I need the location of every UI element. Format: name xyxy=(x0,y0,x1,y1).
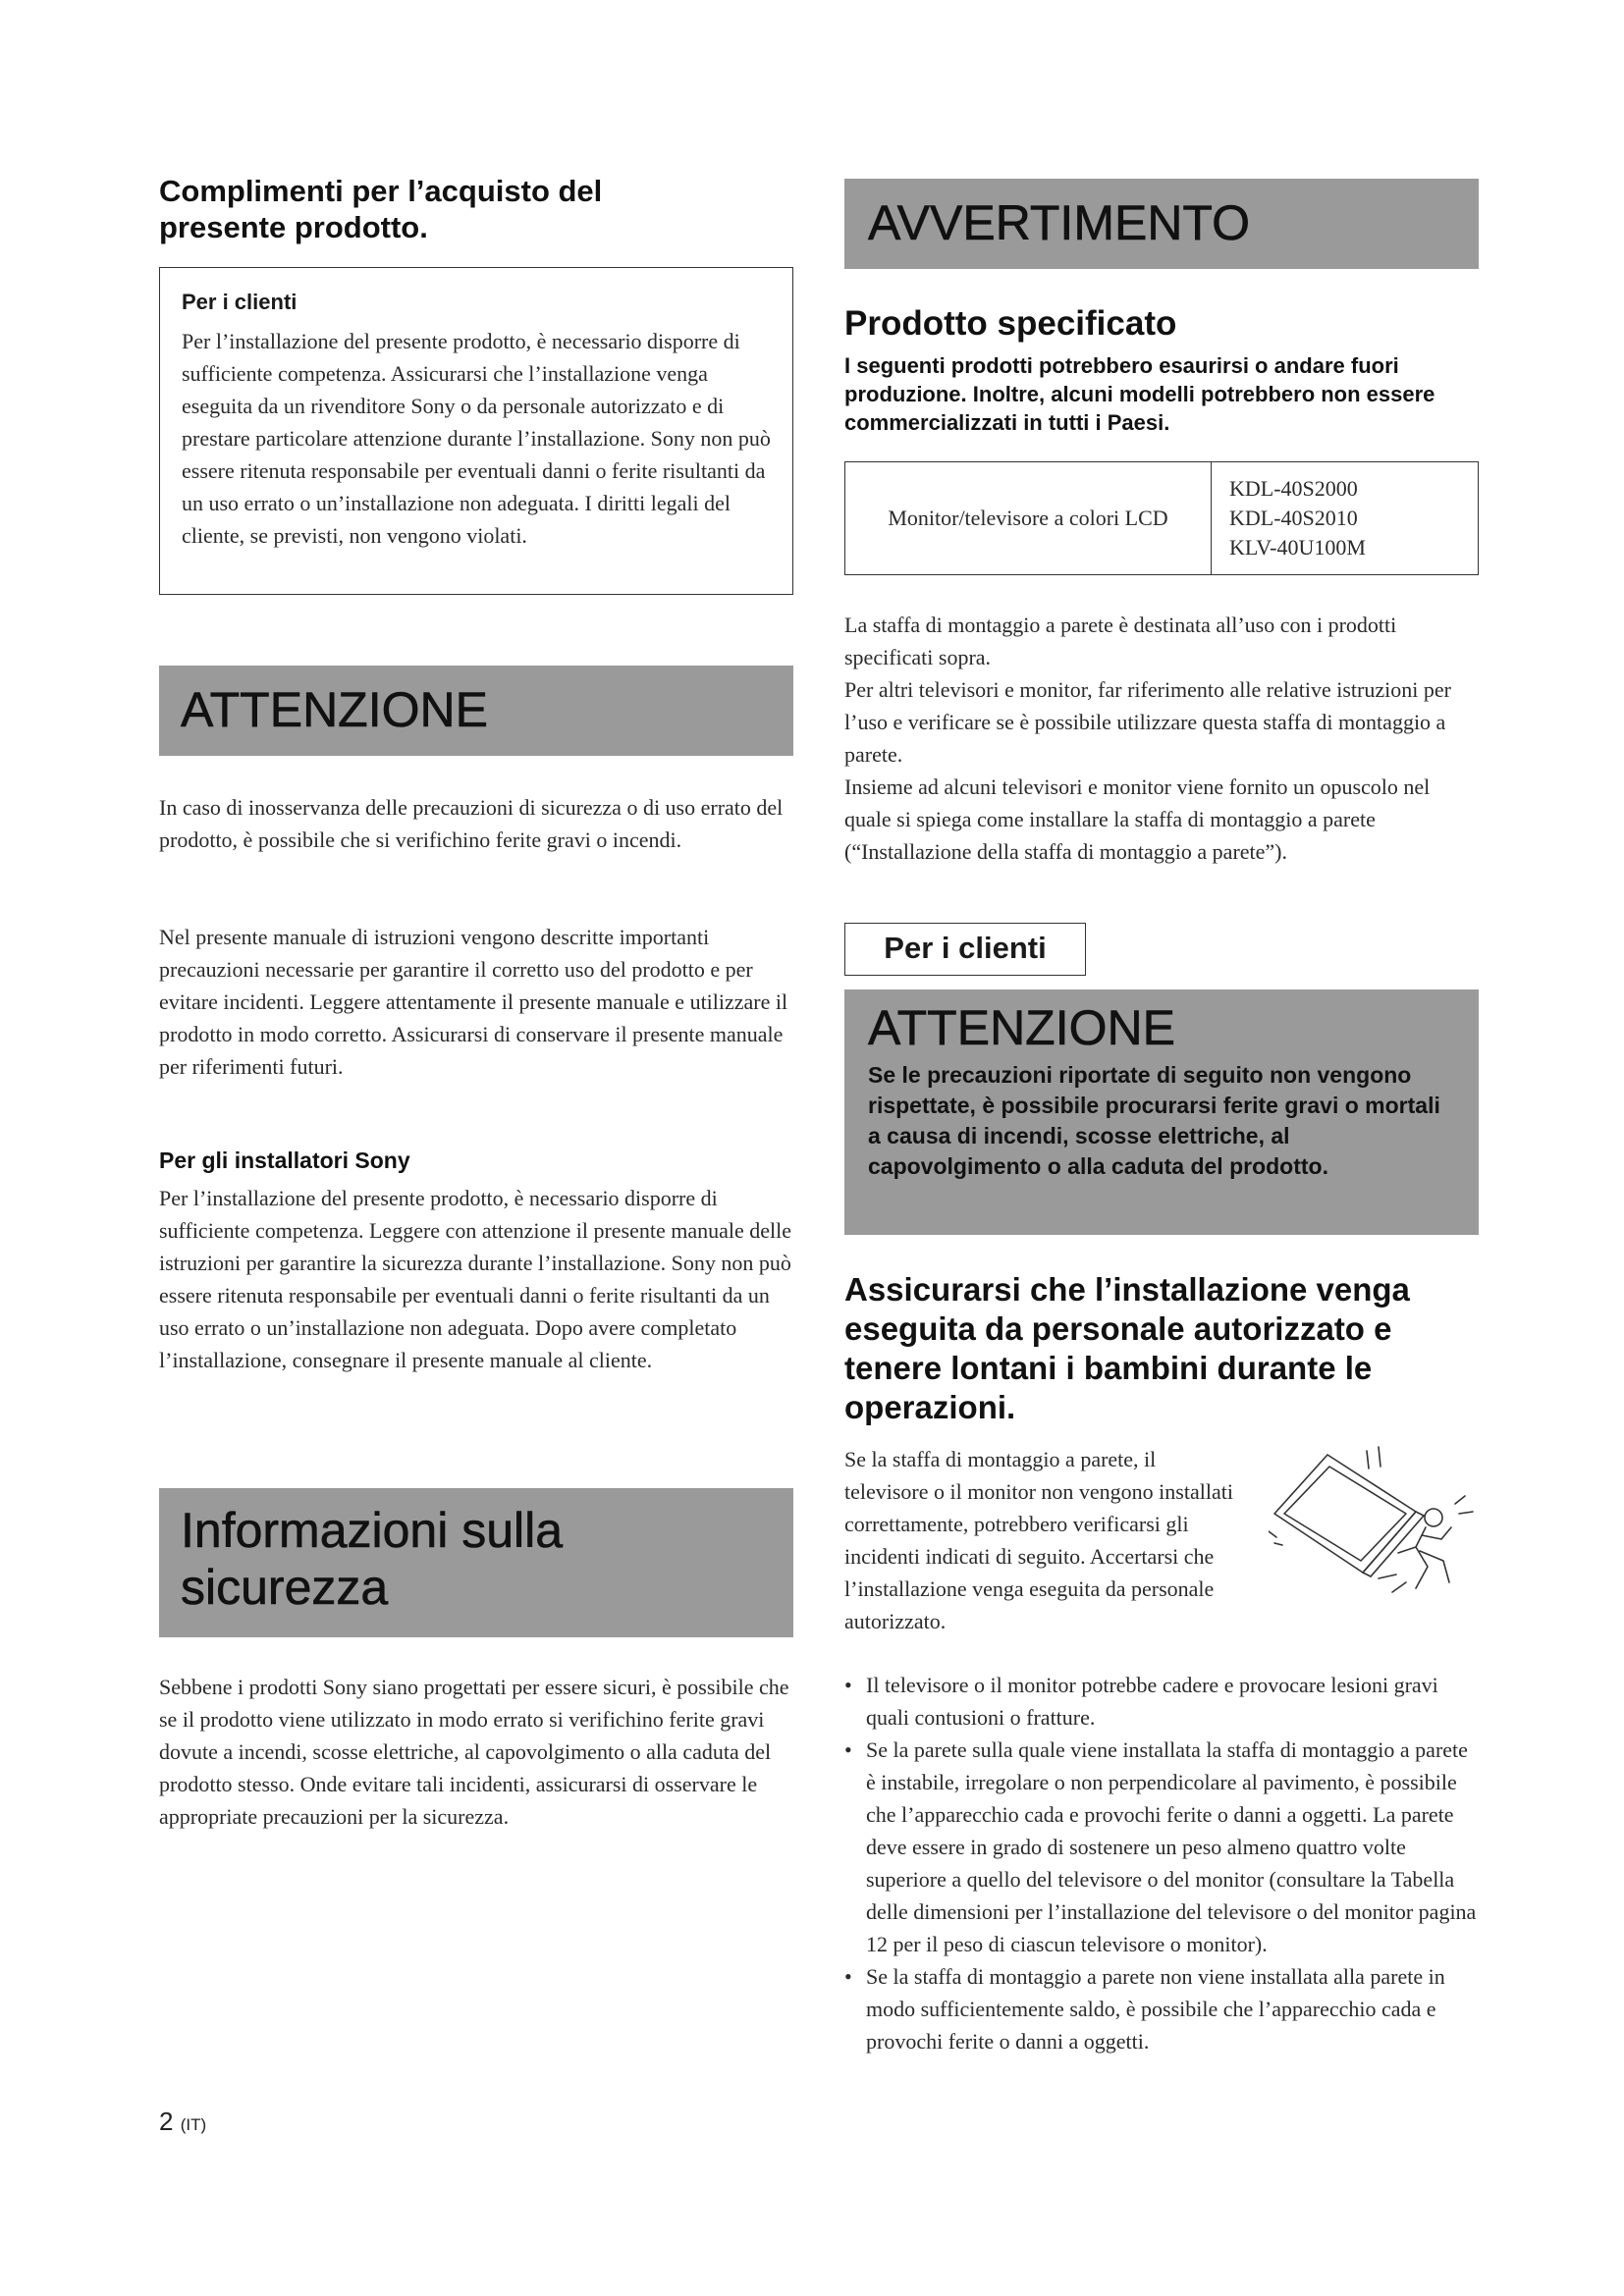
customers-tab-label: Per i clienti xyxy=(844,923,1086,976)
attenzione-paragraph-1: In caso di inosservanza delle precauzioni di sicurezza o di uso errato del prodotto, è possibile che si verifichino ferite gravi o incendi. xyxy=(159,795,784,852)
product-note: I seguenti prodotti potrebbero esaurirsi o andare fuori produzione. Inoltre, alcuni modelli potrebbero non essere commercializzati in tutti i Paesi. xyxy=(844,353,1435,435)
falling-tv-illustration-icon xyxy=(1269,1445,1479,1602)
page-title: Complimenti per l’acquisto del presente prodotto. xyxy=(159,174,603,244)
installers-heading: Per gli installatori Sony xyxy=(159,1148,410,1173)
booklet-text: Insieme ad alcuni televisori e monitor viene fornito un opuscolo nel quale si spiega come installare la staffa di montaggio a parete (“Installazione della staffa di montaggio a parete”). xyxy=(844,774,1431,864)
customer-notice-heading: Per i clienti xyxy=(182,290,298,314)
other-tv-text: Per altri televisori e monitor, far riferimento alle relative istruzioni per l’uso e verificare se è possibile utilizzare questa staffa di montaggio a parete. xyxy=(844,677,1451,767)
install-intro: Se la staffa di montaggio a parete, il televisore o il monitor non vengono installati correttamente, potrebbero verificarsi gli incidenti indicati di seguito. Accertarsi che l’installazione venga eseguita da personale autorizzato. xyxy=(844,1447,1233,1633)
avvertimento-banner xyxy=(844,179,1479,269)
attenzione-paragraph-2: Nel presente manuale di istruzioni vengono descritte importanti precauzioni necessarie per garantire il corretto uso del prodotto e per evitare incidenti. Leggere attentamente il presente manuale e utilizzare il prodotto in modo corretto. Assicurarsi di conservare il presente manuale per riferimenti futuri. xyxy=(159,925,788,1079)
avvertimento-banner-title: AVVERTIMENTO xyxy=(868,195,1250,250)
models-table-category: Monitor/televisore a colori LCD xyxy=(845,462,1212,575)
models-table xyxy=(844,461,1479,575)
attenzione-customer-title: ATTENZIONE xyxy=(868,1000,1175,1055)
page-number-value: 2 xyxy=(159,2107,174,2136)
customer-notice-box xyxy=(159,267,793,595)
safety-text: Sebbene i prodotti Sony siano progettati per essere sicuri, è possibile che se il prodotto viene utilizzato in modo errato si verifichino ferite gravi dovute a incendi, scosse elettriche, al capovolgimento o alla caduta del prodotto stesso. Onde evitare tali incidenti, assicurarsi di osservare le appropriate precauzioni per la sicurezza. xyxy=(159,1675,789,1829)
model-item: KDL-40S2010 xyxy=(1229,506,1358,530)
safety-info-banner-title: Informazioni sulla sicurezza xyxy=(181,1503,564,1615)
attenzione-banner-title: ATTENZIONE xyxy=(181,682,488,737)
attenzione-customer-text: Se le precauzioni riportate di seguito non vengono rispettate, è possibile procurarsi ferite gravi o mortali a causa di incendi, scosse elettriche, al capovolgimento o alla caduta del prodotto. xyxy=(868,1062,1440,1179)
list-item: • Se la staffa di montaggio a parete non viene installata alla parete in modo sufficientemente saldo, è possibile che l’apparecchio cada e provochi ferite o danni a oggetti. xyxy=(844,1960,1479,2057)
product-heading: Prodotto specificato xyxy=(844,304,1177,343)
hazard-list xyxy=(844,1669,1479,2057)
safety-info-banner xyxy=(159,1488,793,1637)
list-item: • Se la parete sulla quale viene installata la staffa di montaggio a parete è instabile, irregolare o non perpendicolare al pavimento, è possibile che l’apparecchio cada e provochi ferite o danni a oggetti. La parete deve essere in grado di sostenere un peso almeno quattro volte superiore a quello del televisore o del monitor (consultare la Tabella delle dimensioni per l’installazione del televisore o del monitor pagina 12 per il peso di ciascun televisore o monitor). xyxy=(844,1734,1479,1960)
page-number xyxy=(159,2107,206,2137)
model-item: KDL-40S2000 xyxy=(1229,476,1358,501)
installers-text: Per l’installazione del presente prodotto, è necessario disporre di sufficiente competenza. Leggere con attenzione il presente manuale delle istruzioni per garantire la sicurezza durante l’installazione. Sony non può essere ritenuta responsabile per eventuali danni o ferite risultanti da un uso errato o un’installazione non adeguata. Dopo avere completato l’installazione, consegnare il presente manuale al cliente. xyxy=(159,1186,792,1372)
attenzione-customer-banner xyxy=(844,989,1479,1235)
models-table-models xyxy=(1212,462,1479,575)
model-item: KLV-40U100M xyxy=(1229,535,1366,560)
customer-notice-text: Per l’installazione del presente prodotto, è necessario disporre di sufficiente competenza. Assicurarsi che l’installazione venga eseguita da un rivenditore Sony o da personale autorizzato e di prestare particolare attenzione durante l’installazione. Sony non può essere ritenuta responsabile per eventuali danni o ferite risultanti da un uso errato o un’installazione non adeguata. I diritti legali del cliente, se previsti, non vengono violati. xyxy=(182,329,771,548)
page-language: (IT) xyxy=(180,2115,207,2134)
list-item: • Il televisore o il monitor potrebbe cadere e provocare lesioni gravi quali contusioni o fratture. xyxy=(844,1669,1479,1734)
install-heading: Assicurarsi che l’installazione venga eseguita da personale autorizzato e tenere lontani i bambini durante le operazioni. xyxy=(844,1271,1410,1425)
bracket-usage-text: La staffa di montaggio a parete è destinata all’uso con i prodotti specificati sopra. xyxy=(844,613,1397,669)
attenzione-banner xyxy=(159,666,793,756)
